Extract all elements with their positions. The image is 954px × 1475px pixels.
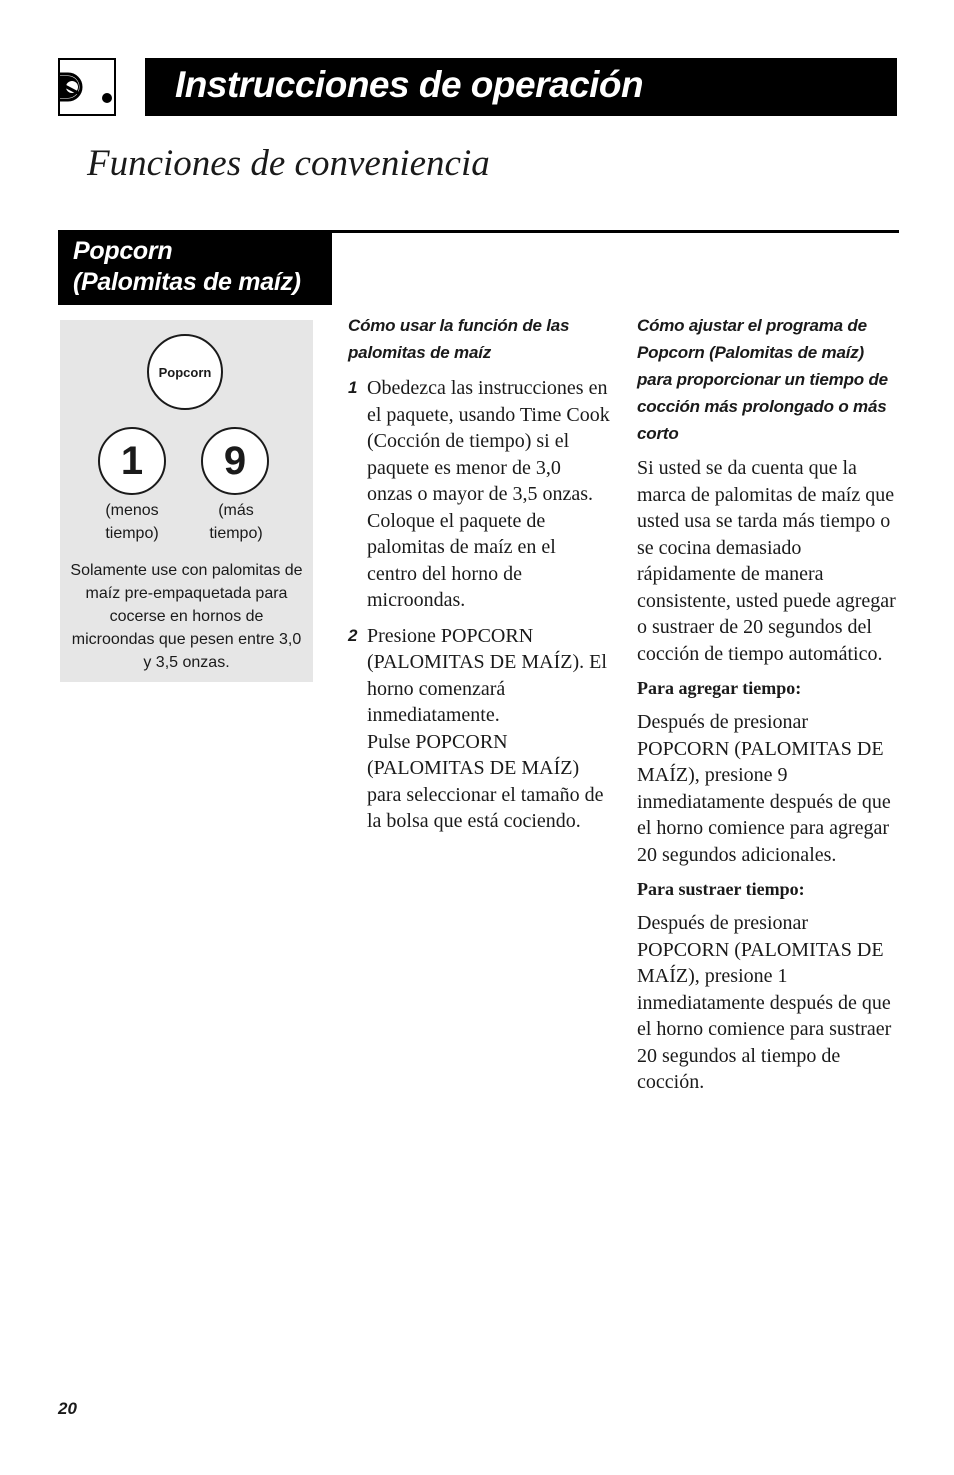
step-text-continued: Pulse POPCORN (PALOMITAS DE MAÍZ) para seleccionar el tamaño de la bolsa que está cociendo. (367, 730, 604, 832)
section-title-line1: Popcorn (73, 237, 173, 265)
key-9-caption-line2: tiempo) (209, 525, 263, 542)
key-9-caption-line1: (más (218, 502, 254, 519)
page-header-title: Instrucciones de operación (175, 64, 644, 105)
key-1-label: 1 (120, 439, 144, 483)
section-title-line2: (Palomitas de maíz) (73, 268, 301, 296)
keypad-note: Solamente use con palomitas de maíz pre-empaquetada para cocerse en hornos de microondas que pesen entre 3,0 y 3,5 onzas. (70, 562, 303, 671)
key-9-label: 9 (223, 439, 247, 483)
keypad-illustration-panel (60, 320, 313, 682)
popcorn-key-label: Popcorn (158, 364, 212, 380)
adjust-heading: Cómo ajustar el programa de Popcorn (Palomitas de maíz) para proporcionar un tiempo de cocción más prolongado o más corto (637, 316, 888, 443)
popcorn-key-illustration (147, 334, 223, 410)
section-title-tab (58, 230, 332, 305)
adjust-intro: Si usted se da cuenta que la marca de palomitas de maíz que usted usa se tarda más tiempo o se cocina demasiado rápidamente de manera consistente, usted puede agregar o sustraer de 20 segundos del cocción de tiempo automático. (637, 457, 896, 665)
usage-instructions-column (348, 312, 610, 835)
key-1-caption-line1: (menos (105, 502, 159, 519)
usage-heading: Cómo usar la función de las palomitas de maíz (348, 316, 570, 362)
subtract-time-heading: Para sustraer tiempo: (637, 879, 805, 899)
step-number: 2 (348, 625, 358, 645)
step-item (348, 623, 610, 835)
oven-icon (58, 58, 116, 116)
key-1-caption-line2: tiempo) (105, 525, 159, 542)
step-number: 1 (348, 378, 358, 397)
number-9-key-illustration (201, 427, 269, 495)
page-subtitle: Funciones de conveniencia (87, 143, 490, 184)
add-time-heading: Para agregar tiempo: (637, 678, 802, 698)
subtract-time-text: Después de presionar POPCORN (PALOMITAS DE MAÍZ), presione 1 inmediatamente después de que el horno comience para sustraer 20 segundos al tiempo de cocción. (637, 912, 892, 1093)
step-text: Presione POPCORN (PALOMITAS DE MAÍZ). El horno comenzará inmediatamente. (367, 624, 607, 726)
number-1-key-illustration (98, 427, 166, 495)
key-9-caption (181, 499, 291, 545)
adjust-program-column (637, 312, 899, 1096)
page-number: 20 (58, 1399, 77, 1418)
step-text: Obedezca las instrucciones en el paquete, usando Time Cook (Cocción de tiempo) si el paquete es menor de 3,0 onzas o mayor de 3,5 onzas. Coloque el paquete de palomitas de maíz en el centro del horno de microondas. (367, 377, 610, 611)
step-item (348, 375, 610, 614)
section-title (73, 236, 301, 298)
header-bar (145, 58, 897, 116)
add-time-text: Después de presionar POPCORN (PALOMITAS DE MAÍZ), presione 9 inmediatamente después de que el horno comience para agregar 20 segundos adicionales. (637, 711, 891, 866)
key-1-caption (77, 499, 187, 545)
